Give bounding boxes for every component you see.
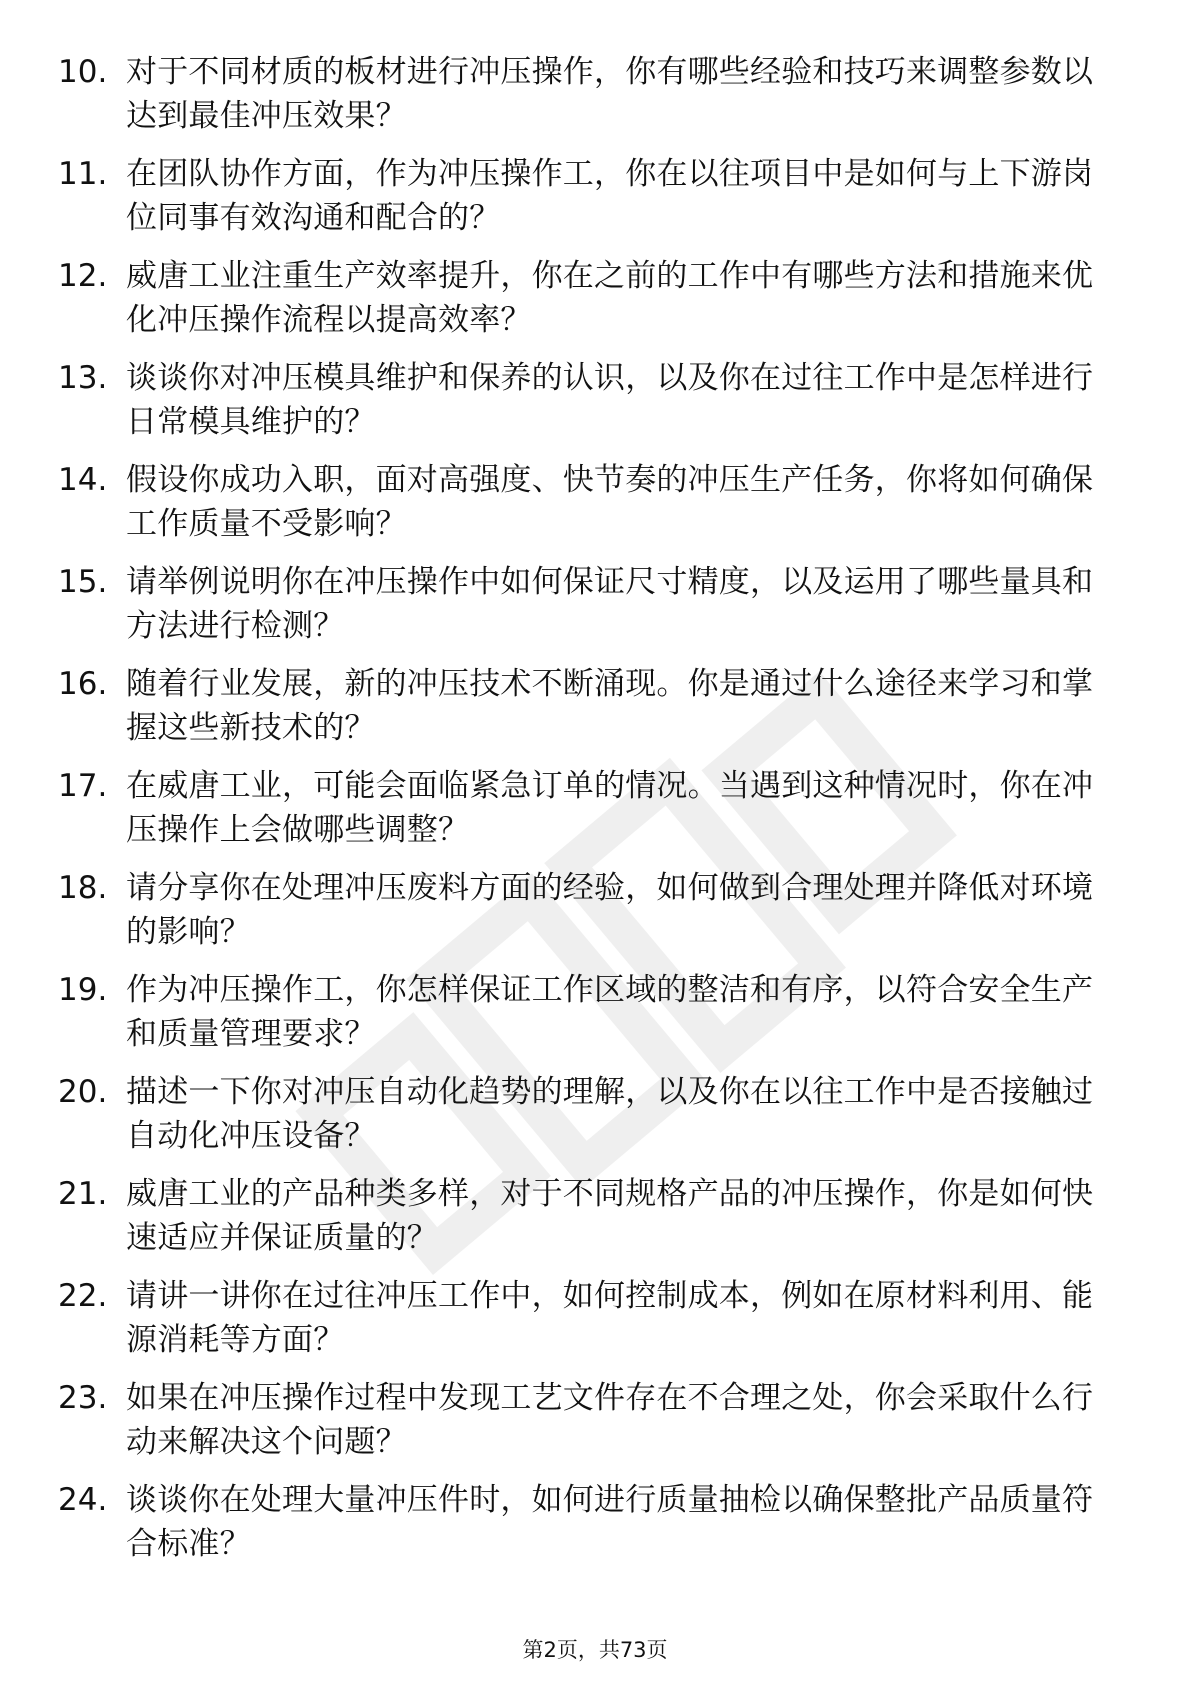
question-number: 17. (58, 768, 108, 804)
question-item (58, 254, 1118, 356)
question-item (58, 458, 1118, 560)
question-number: 10. (58, 54, 108, 90)
question-number: 22. (58, 1278, 108, 1314)
question-number: 19. (58, 972, 108, 1008)
question-item (58, 1274, 1118, 1376)
page-indicator: 第2页，共73页 (522, 1638, 668, 1662)
question-item (58, 1070, 1118, 1172)
question-text: 请举例说明你在冲压操作中如何保证尺寸精度，以及运用了哪些量具和方法进行检测？ (126, 564, 1094, 644)
question-number: 12. (58, 258, 108, 294)
question-number: 23. (58, 1380, 108, 1416)
question-number: 11. (58, 156, 108, 192)
question-list (58, 50, 1118, 1580)
question-text: 作为冲压操作工，你怎样保证工作区域的整洁和有序，以符合安全生产和质量管理要求？ (126, 972, 1094, 1052)
question-item (58, 662, 1118, 764)
question-text: 对于不同材质的板材进行冲压操作，你有哪些经验和技巧来调整参数以达到最佳冲压效果？ (126, 54, 1094, 134)
question-text: 谈谈你对冲压模具维护和保养的认识，以及你在过往工作中是怎样进行日常模具维护的？ (126, 360, 1094, 440)
question-text: 谈谈你在处理大量冲压件时，如何进行质量抽检以确保整批产品质量符合标准？ (126, 1482, 1094, 1562)
question-number: 16. (58, 666, 108, 702)
question-item (58, 50, 1118, 152)
question-text: 威唐工业注重生产效率提升，你在之前的工作中有哪些方法和措施来优化冲压操作流程以提高效率？ (126, 258, 1094, 338)
question-number: 13. (58, 360, 108, 396)
question-number: 20. (58, 1074, 108, 1110)
question-text: 威唐工业的产品种类多样，对于不同规格产品的冲压操作，你是如何快速适应并保证质量的？ (126, 1176, 1094, 1256)
question-item (58, 560, 1118, 662)
question-text: 请分享你在处理冲压废料方面的经验，如何做到合理处理并降低对环境的影响？ (126, 870, 1094, 950)
question-text: 描述一下你对冲压自动化趋势的理解，以及你在以往工作中是否接触过自动化冲压设备？ (126, 1074, 1094, 1154)
question-text: 在威唐工业，可能会面临紧急订单的情况。当遇到这种情况时，你在冲压操作上会做哪些调整？ (126, 768, 1094, 848)
question-number: 14. (58, 462, 108, 498)
question-item (58, 1172, 1118, 1274)
question-text: 在团队协作方面，作为冲压操作工，你在以往项目中是如何与上下游岗位同事有效沟通和配合的？ (126, 156, 1094, 236)
question-text: 假设你成功入职，面对高强度、快节奏的冲压生产任务，你将如何确保工作质量不受影响？ (126, 462, 1094, 542)
question-item (58, 866, 1118, 968)
question-item (58, 1478, 1118, 1580)
question-number: 21. (58, 1176, 108, 1212)
question-number: 15. (58, 564, 108, 600)
question-item (58, 968, 1118, 1070)
question-item (58, 1376, 1118, 1478)
question-text: 请讲一讲你在过往冲压工作中，如何控制成本，例如在原材料利用、能源消耗等方面？ (126, 1278, 1094, 1358)
question-item (58, 764, 1118, 866)
question-text: 随着行业发展，新的冲压技术不断涌现。你是通过什么途径来学习和掌握这些新技术的？ (126, 666, 1094, 746)
question-text: 如果在冲压操作过程中发现工艺文件存在不合理之处，你会采取什么行动来解决这个问题？ (126, 1380, 1094, 1460)
question-item (58, 152, 1118, 254)
question-number: 24. (58, 1482, 108, 1518)
question-item (58, 356, 1118, 458)
question-number: 18. (58, 870, 108, 906)
